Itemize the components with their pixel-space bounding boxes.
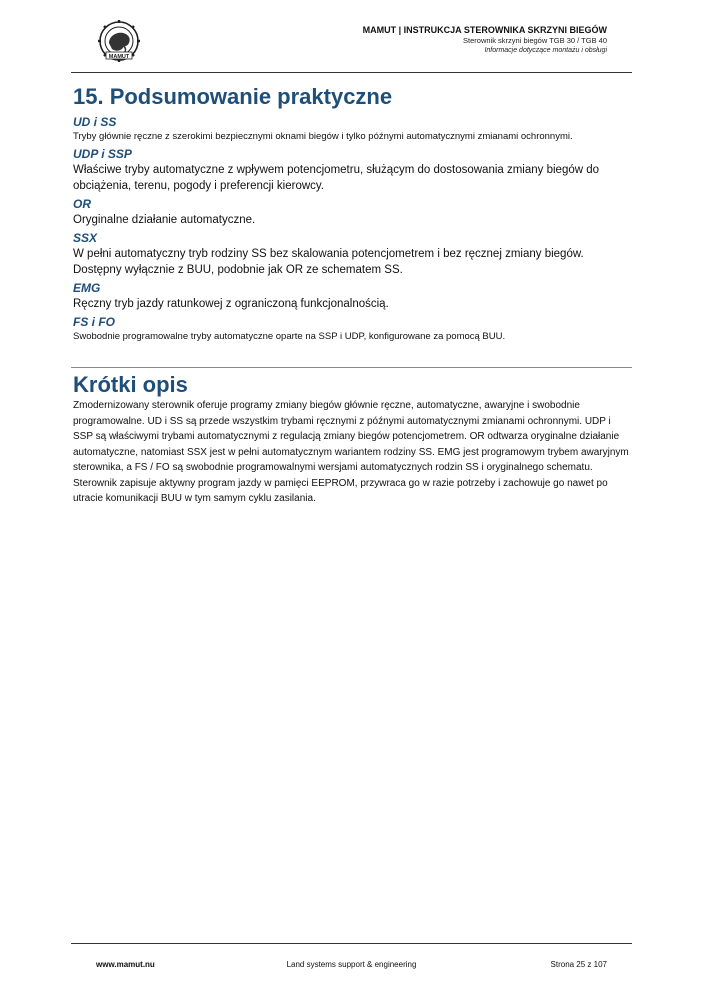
mode-name-ud-ss: UD i SS <box>73 115 117 129</box>
page-header <box>363 24 607 56</box>
mode-desc-ud-ss: Tryby głównie ręczne z szerokimi bezpiecznymi oknami biegów i tylko późnymi automatycznymi zmianami ochronnymi. <box>73 131 573 142</box>
header-note: Informacje dotyczące montażu i obsługi <box>484 47 607 54</box>
logo-text: MAMUT <box>108 54 130 60</box>
mode-desc-udp-ssp: Właściwe tryby automatyczne z wpływem potencjometru, służącym do dostosowania zmiany biegów do obciążenia, terenu, pogody i preferencji kierowcy. <box>73 164 600 192</box>
summary-text: Zmodernizowany sterownik oferuje programy zmiany biegów głównie ręczne, automatyczne, awaryjne i swobodnie programowalne. UD i SS są przede wszystkim trybami ręcznymi z późnymi automatycznymi zmianami ochronnymi. UDP i SSP są właściwymi trybami automatycznymi z regulacją zmiany biegów potencjometrem. OR odtwarza oryginalne działanie automatyczne, natomiast SSX jest w pełni automatycznym wariantem rodziny SS. EMG jest programowym trybem awaryjnym sterownika, a FS / FO są swobodnie programowalnymi wersjami automatycznych rodzin SS i oryginalnego schematu. Sterownik zapisuje aktywny program jazdy w pamięci EEPROM, przywraca go w razie potrzeby i zachowuje go nawet po utracie komunikacji BUU w tym samym cyklu zasilania. <box>73 400 629 504</box>
footer-divider <box>71 943 632 944</box>
header-divider <box>71 72 632 73</box>
mode-desc-ssx: W pełni automatyczny tryb rodziny SS bez skalowania potencjometrem i bez ręcznej zmiany biegów. Dostępny wyłącznie z BUU, podobnie jak OR ze schematem SS. <box>73 248 584 276</box>
mode-name-fs-fo: FS i FO <box>73 315 115 329</box>
section-heading: 15. Podsumowanie praktyczne <box>73 84 393 109</box>
mode-name-or: OR <box>73 197 91 211</box>
header-title: MAMUT | INSTRUKCJA STEROWNIKA SKRZYNI BIEGÓW <box>362 25 607 35</box>
mode-name-ssx: SSX <box>73 231 98 245</box>
footer-tagline: Land systems support & engineering <box>286 960 417 969</box>
footer-website: www.mamut.nu <box>96 960 155 969</box>
company-logo <box>94 19 144 63</box>
mode-list <box>73 115 633 347</box>
section-divider <box>71 367 632 368</box>
mode-desc-fs-fo: Swobodnie programowalne tryby automatyczne oparte na SSP i UDP, konfigurowane za pomocą BUU. <box>73 331 506 342</box>
header-subtitle: Sterownik skrzyni biegów TGB 30 / TGB 40 <box>463 36 607 45</box>
mode-desc-emg: Ręczny tryb jazdy ratunkowej z ograniczoną funkcjonalnością. <box>73 298 389 310</box>
summary-heading: Krótki opis <box>73 372 188 397</box>
mode-name-emg: EMG <box>73 281 101 295</box>
mode-desc-or: Oryginalne działanie automatyczne. <box>73 214 256 226</box>
mode-name-udp-ssp: UDP i SSP <box>73 147 132 161</box>
footer-page-number: Strona 25 z 107 <box>550 960 607 969</box>
